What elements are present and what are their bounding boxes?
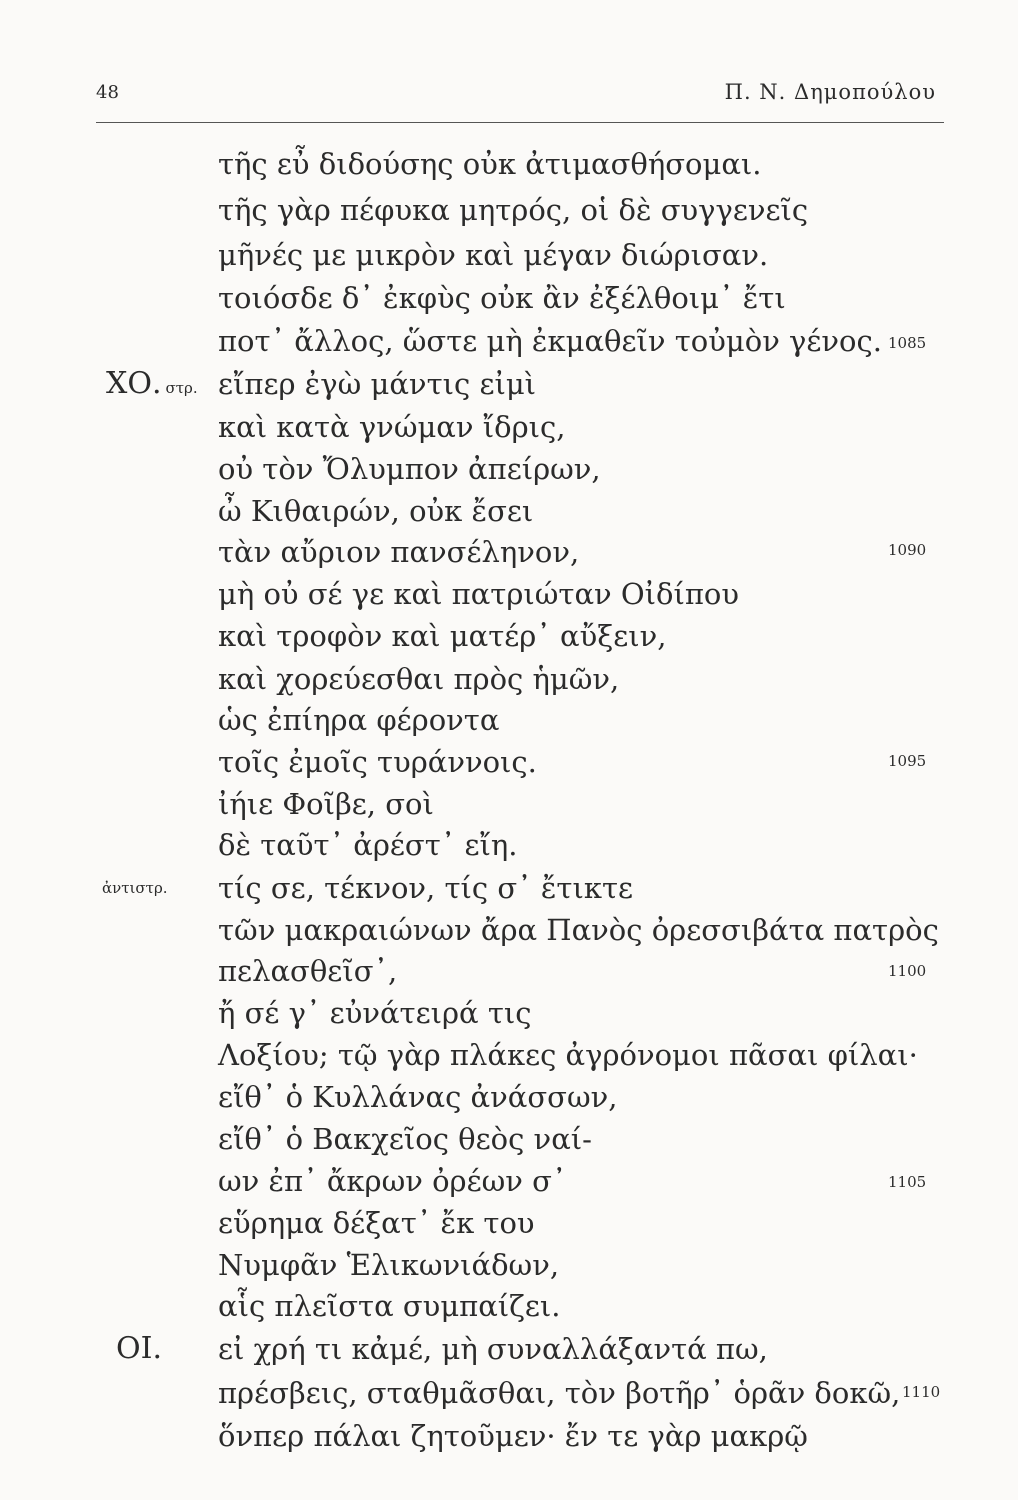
verse-line: ων ἐπ᾽ ἄκρων ὀρέων σ᾽ [218, 1164, 567, 1198]
verse-line: Λοξίου; τῷ γὰρ πλάκες ἀγρόνομοι πᾶσαι φίλαι· [218, 1038, 918, 1072]
verse-line: τοιόσδε δ᾽ ἐκφὺς οὐκ ἂν ἐξέλθοιμ᾽ ἔτι [218, 281, 786, 315]
verse-line: ἤ σέ γ᾽ εὐνάτειρά τις [218, 996, 532, 1030]
verse-line: εἴθ᾽ ὁ Βακχεῖος θεὸς ναί- [218, 1122, 592, 1156]
verse-line: καὶ κατὰ γνώμαν ἴδρις, [218, 410, 566, 444]
line-number: 1105 [888, 1173, 927, 1191]
line-number: 1090 [888, 541, 927, 559]
verse-line: τῶν μακραιώνων ἄρα Πανὸς ὀρεσσιβάτα πατρὸς [218, 913, 939, 947]
verse-line: οὐ τὸν Ὄλυμπον ἀπείρων, [218, 452, 601, 486]
line-number: 1110 [902, 1383, 941, 1401]
verse-line: ὅνπερ πάλαι ζητοῦμεν· ἔν τε γὰρ μακρῷ [218, 1419, 808, 1453]
speaker-label: ΧΟ. [106, 366, 162, 401]
strophe-marker: στρ. [165, 379, 198, 397]
verse-line: τίς σε, τέκνον, τίς σ᾽ ἔτικτε [218, 871, 634, 905]
verse-line: τῆς εὖ διδούσης οὐκ ἀτιμασθήσομαι. [218, 147, 762, 181]
page-number: 48 [96, 82, 119, 103]
verse-line: τὰν αὔριον πανσέληνον, [218, 535, 580, 569]
line-number: 1095 [888, 752, 927, 770]
verse-line: καὶ τροφὸν καὶ ματέρ᾽ αὔξειν, [218, 619, 667, 653]
verse-line: ποτ᾽ ἄλλος, ὥστε μὴ ἐκμαθεῖν τοὐμὸν γένος. [218, 324, 882, 358]
verse-line: τοῖς ἐμοῖς τυράννοις. [218, 745, 537, 779]
verse-line: δὲ ταῦτ᾽ ἀρέστ᾽ εἴη. [218, 828, 518, 862]
verse-line: πρέσβεις, σταθμᾶσθαι, τὸν βοτῆρ᾽ ὁρᾶν δοκῶ, [218, 1376, 901, 1410]
verse-line: Νυμφᾶν Ἑλικωνιάδων, [218, 1248, 560, 1282]
verse-line: εἰ χρή τι κἀμέ, μὴ συναλλάξαντά πω, [218, 1332, 768, 1366]
page-header [96, 76, 944, 123]
verse-line: εἴθ᾽ ὁ Κυλλάνας ἀνάσσων, [218, 1080, 618, 1114]
line-number: 1085 [888, 334, 927, 352]
running-head: Π. Ν. Δημοπούλου [724, 80, 936, 104]
line-number: 1100 [888, 962, 927, 980]
verse-line: μὴ οὐ σέ γε καὶ πατριώταν Οἰδίπου [218, 577, 740, 611]
verse-line: ἰήιε Φοῖβε, σοὶ [218, 787, 434, 821]
antistrophe-marker: ἀντιστρ. [102, 879, 168, 897]
verse-line: καὶ χορεύεσθαι πρὸς ἡμῶν, [218, 662, 620, 696]
verse-line: εἴπερ ἐγὼ μάντις εἰμὶ [218, 367, 537, 401]
verse-line: ὡς ἐπίηρα φέροντα [218, 703, 500, 737]
verse-line: εὕρημα δέξατ᾽ ἔκ του [218, 1206, 535, 1240]
verse-line: ὦ Κιθαιρών, οὐκ ἔσει [218, 494, 534, 528]
verse-line: πελασθεῖσ᾽, [218, 954, 398, 988]
verse-line: μῆνές με μικρὸν καὶ μέγαν διώρισαν. [218, 238, 769, 272]
verse-line: αἷς πλεῖστα συμπαίζει. [218, 1289, 561, 1323]
speaker-oedipus: ΟΙ. [116, 1331, 162, 1366]
speaker-chorus [106, 366, 198, 406]
verse-line: τῆς γὰρ πέφυκα μητρός, οἱ δὲ συγγενεῖς [218, 193, 809, 227]
